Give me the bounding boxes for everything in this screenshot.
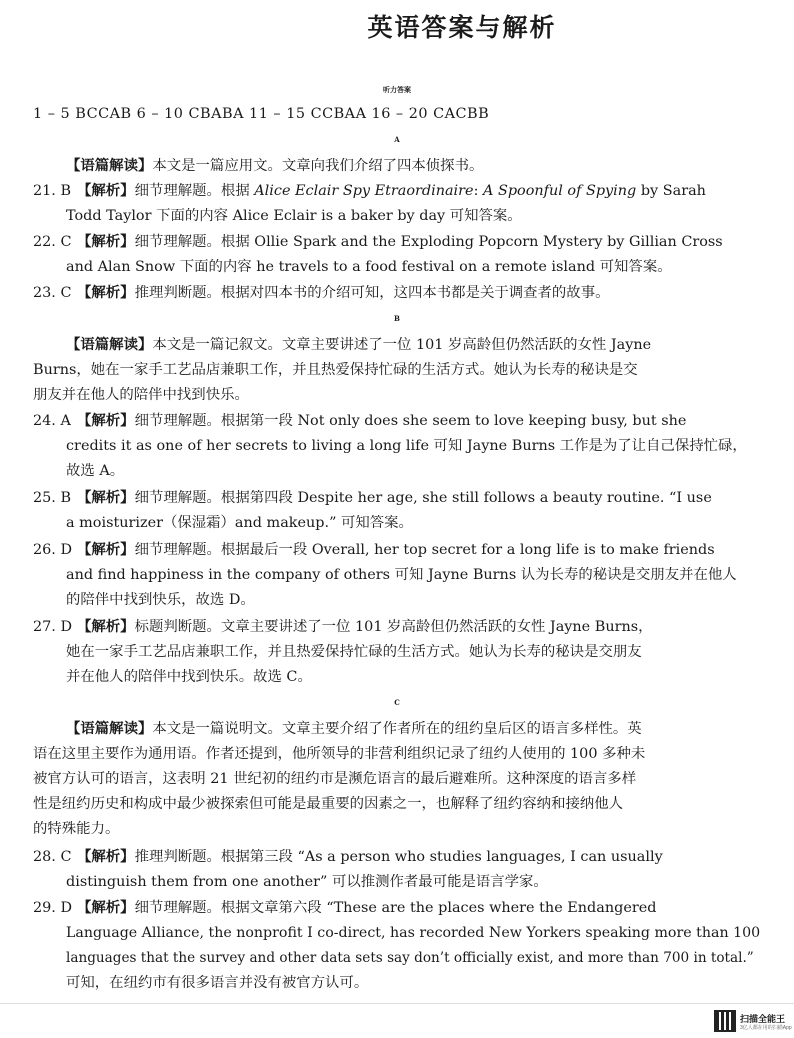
section-c-intro-3: 被官方认可的语言，这表明 21 世纪初的纽约市是濒危语言的最后避难所。这种深度的语言多样 (33, 771, 637, 787)
intro-tag: 【语篇解读】 (66, 720, 153, 737)
section-c-intro-4: 性是纽约历史和构成中最少被探索但可能是最重要的因素之一，也解释了纽约容纳和接纳他人 (33, 796, 624, 812)
q23-number: 23. C (33, 285, 72, 301)
q27-number: 27. D (33, 619, 72, 635)
listening-heading: 听力答案 (383, 85, 411, 94)
section-c-heading: C (394, 698, 400, 707)
q24-tag: 【解析】 (77, 412, 135, 429)
q25-number: 25. B (33, 490, 72, 506)
q28-line-1 (33, 847, 663, 867)
section-c-intro-2: 语在这里主要作为通用语。作者还提到，他所领导的非营利组织记录了纽约人使用的 100 多种未 (33, 746, 646, 762)
q29-number: 29. D (33, 900, 72, 916)
q24-number: 24. A (33, 413, 71, 429)
q28-text: 推理判断题。根据第三段 “As a person who studies languages, I can usually (134, 849, 663, 865)
intro-tag: 【语篇解读】 (66, 336, 153, 353)
intro-tag: 【语篇解读】 (66, 157, 153, 174)
section-b-heading: B (394, 314, 400, 323)
q25-line-1 (33, 488, 712, 508)
q27-text: 标题判断题。文章主要讲述了一位 101 岁高龄但仍然活跃的女性 Jayne Burns， (134, 619, 653, 635)
q27-line-3: 并在他人的陪伴中找到快乐。故选 C。 (66, 669, 312, 685)
q26-line-2: and find happiness in the company of others 可知 Jayne Burns 认为长寿的秘诀是交朋友并在他人 (66, 567, 737, 583)
q21-book-2: A Spoonful of Spying (483, 183, 637, 199)
q21-number: 21. B (33, 183, 72, 199)
listening-answers: 1 – 5 BCCAB 6 – 10 CBABA 11 – 15 CCBAA 16 – 20 CACBB (33, 106, 490, 122)
q21-book-1: Alice Eclair Spy Etraordinaire (254, 183, 474, 199)
q29-line-3: languages that the survey and other data sets say don’t officially exist, and more than 700 in total.” (66, 950, 754, 966)
section-c-intro-5: 的特殊能力。 (33, 821, 120, 837)
q24-line-3: 故选 A。 (66, 463, 125, 479)
q29-line-2: Language Alliance, the nonprofit I co-direct, has recorded New Yorkers speaking more than 100 (66, 925, 761, 941)
q21-tag: 【解析】 (77, 182, 135, 199)
q21-text-e: by Sarah (636, 183, 706, 199)
q25-text: 细节理解题。根据第四段 Despite her age, she still follows a beauty routine. “I use (134, 490, 712, 506)
q26-number: 26. D (33, 542, 72, 558)
q24-text: 细节理解题。根据第一段 Not only does she seem to love keeping busy, but she (134, 413, 687, 429)
q26-tag: 【解析】 (77, 541, 135, 558)
q21-line-1 (33, 181, 706, 201)
q24-line-2: credits it as one of her secrets to living a long life 可知 Jayne Burns 工作是为了让自己保持忙碌， (66, 438, 747, 454)
q22-text: 细节理解题。根据 Ollie Spark and the Exploding Popcorn Mystery by Gillian Cross (134, 234, 723, 250)
q22-tag: 【解析】 (77, 233, 135, 250)
q27-line-2: 她在一家手工艺品店兼职工作，并且热爱保持忙碌的生活方式。她认为长寿的秘诀是交朋友 (66, 644, 642, 660)
q26-line-3: 的陪伴中找到快乐，故选 D。 (66, 592, 255, 608)
q21-text-c: : (473, 183, 483, 199)
section-b-intro-2: Burns，她在一家手工艺品店兼职工作，并且热爱保持忙碌的生活方式。她认为长寿的秘诀是交 (33, 362, 638, 378)
q25-tag: 【解析】 (77, 489, 135, 506)
q24-line-1 (33, 411, 686, 431)
section-a-heading: A (394, 135, 400, 144)
section-a-intro (66, 156, 483, 176)
q26-line-1 (33, 540, 715, 560)
intro-text: 本文是一篇说明文。文章主要介绍了作者所在的纽约皇后区的语言多样性。英 (152, 721, 642, 737)
q29-text: 细节理解题。根据文章第六段 “These are the places where the Endangered (134, 900, 657, 916)
scanner-logo: 扫描全能王 (740, 1014, 786, 1024)
section-b-intro-1 (66, 335, 651, 355)
qr-code-icon (714, 1010, 736, 1032)
section-b-intro-3: 朋友并在他人的陪伴中找到快乐。 (33, 387, 249, 403)
q21-line-2: Todd Taylor 下面的内容 Alice Eclair is a baker by day 可知答案。 (66, 208, 522, 224)
q21-text-a: 细节理解题。根据 (134, 183, 255, 199)
q25-line-2: a moisturizer（保湿霜）and makeup.” 可知答案。 (66, 515, 413, 531)
q29-tag: 【解析】 (77, 899, 135, 916)
scanner-tagline: 3亿人都在用的扫描App (740, 1025, 792, 1031)
q22-number: 22. C (33, 234, 72, 250)
q23-tag: 【解析】 (77, 284, 135, 301)
q27-tag: 【解析】 (77, 618, 135, 635)
q22-line-1 (33, 232, 723, 252)
document-title: 英语答案与解析 (367, 13, 557, 42)
q29-line-4: 可知，在纽约市有很多语言并没有被官方认可。 (66, 975, 369, 991)
intro-text: 本文是一篇应用文。文章向我们介绍了四本侦探书。 (152, 158, 484, 174)
intro-text: 本文是一篇记叙文。文章主要讲述了一位 101 岁高龄但仍然活跃的女性 Jayne (152, 337, 652, 353)
q28-line-2: distinguish them from one another” 可以推测作者最可能是语言学家。 (66, 874, 548, 890)
q28-tag: 【解析】 (77, 848, 135, 865)
q22-line-2: and Alan Snow 下面的内容 he travels to a food festival on a remote island 可知答案。 (66, 259, 672, 275)
q28-number: 28. C (33, 849, 72, 865)
section-c-intro-1 (66, 719, 642, 739)
q23-line-1 (33, 283, 609, 303)
q23-text: 推理判断题。根据对四本书的介绍可知，这四本书都是关于调查者的故事。 (134, 285, 610, 301)
page-bottom-divider (0, 1003, 794, 1004)
q29-line-1 (33, 898, 656, 918)
q26-text: 细节理解题。根据最后一段 Overall, her top secret for a long life is to make friends (134, 542, 715, 558)
q27-line-1 (33, 617, 653, 637)
